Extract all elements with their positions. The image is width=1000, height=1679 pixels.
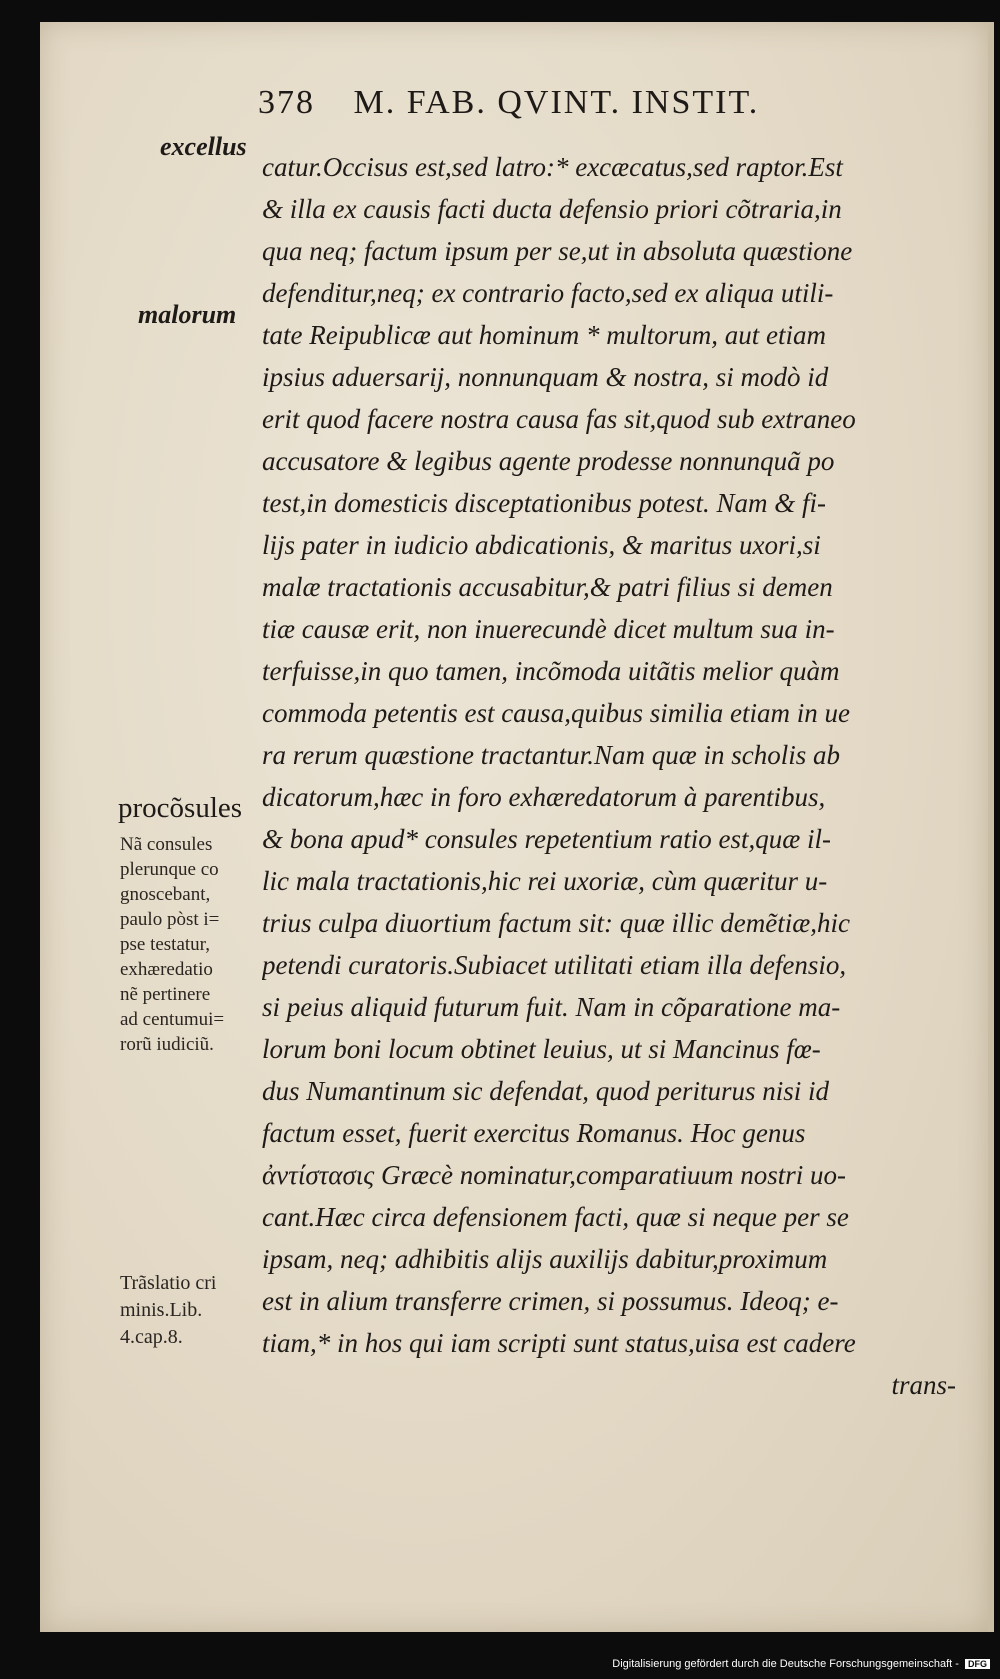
marginal-note-excellus: excellus xyxy=(160,132,247,161)
marginal-line: pse testatur, xyxy=(120,934,210,955)
text-line: cant.Hæc circa defensionem facti, quæ si neque per se xyxy=(262,1202,849,1232)
marginal-line: rorũ iudiciũ. xyxy=(120,1034,214,1055)
text-line: tate Reipublicæ aut hominum * multorum, aut etiam xyxy=(262,320,826,350)
text-line: qua neq; factum ipsum per se,ut in absoluta quæstione xyxy=(262,236,853,266)
text-line: terfuisse,in quo tamen, incõmoda uitãtis melior quàm xyxy=(262,656,840,686)
dfg-logo: DFG xyxy=(965,1659,990,1669)
text-line: trius culpa diuortium factum sit: quæ illic demẽtiæ,hic xyxy=(262,908,850,938)
text-line: tiæ causæ erit, non inuerecundè dicet multum sua in- xyxy=(262,614,835,644)
text-line: factum esset, fuerit exercitus Romanus. Hoc genus xyxy=(262,1118,806,1148)
text-line: ipsam, neq; adhibitis alijs auxilijs dabitur,proximum xyxy=(262,1244,828,1274)
text-line: erit quod facere nostra causa fas sit,quod sub extraneo xyxy=(262,404,856,434)
marginal-line: minis.Lib. xyxy=(120,1299,203,1321)
marginal-line: Trãslatio cri xyxy=(120,1272,217,1294)
marginal-line: 4.cap.8. xyxy=(120,1326,183,1348)
text-line: lic mala tractationis,hic rei uxoriæ, cùm quæritur u- xyxy=(262,866,828,896)
text-line: tiam,* in hos qui iam scripti sunt status,uisa est cadere xyxy=(262,1328,856,1358)
marginal-note-proconsules: procõsules xyxy=(118,792,243,824)
text-line: lijs pater in iudicio abdicationis, & maritus uxori,si xyxy=(262,530,821,560)
text-line: dus Numantinum sic defendat, quod periturus nisi id xyxy=(262,1076,829,1106)
digitization-credit xyxy=(612,1658,990,1670)
marginal-note-translatio xyxy=(120,1270,216,1351)
marginal-note-malorum: malorum xyxy=(138,300,237,329)
catchword: trans- xyxy=(891,1370,956,1400)
marginal-line: paulo pòst i= xyxy=(120,909,220,930)
page-number: 378 xyxy=(258,84,315,121)
text-line: est in alium transferre crimen, si possumus. Ideoq; e- xyxy=(262,1286,839,1316)
marginal-line: plerunque co xyxy=(120,859,219,880)
text-line: petendi curatoris.Subiacet utilitati etiam illa defensio, xyxy=(262,950,847,980)
page-header xyxy=(258,84,878,122)
marginal-note-consules xyxy=(120,832,224,1057)
text-line: malæ tractationis accusabitur,& patri filius si demen xyxy=(262,572,833,602)
credit-text: Digitalisierung gefördert durch die Deutsche Forschungsgemeinschaft - xyxy=(612,1658,959,1670)
text-line: accusatore & legibus agente prodesse nonnunquã po xyxy=(262,446,835,476)
text-line: ipsius aduersarij, nonnunquam & nostra, si modò id xyxy=(262,362,829,392)
text-line: lorum boni locum obtinet leuius, ut si Mancinus fœ- xyxy=(262,1034,821,1064)
marginal-line: Nã consules xyxy=(120,834,213,855)
marginal-line: nẽ pertinere xyxy=(120,984,211,1005)
text-line: dicatorum,hæc in foro exhæredatorum à parentibus, xyxy=(262,782,826,812)
text-line: test,in domesticis disceptationibus potest. Nam & fi- xyxy=(262,488,826,518)
text-line: & illa ex causis facti ducta defensio priori cõtraria,in xyxy=(262,194,842,224)
text-line: ra rerum quæstione tractantur.Nam quæ in scholis ab xyxy=(262,740,841,770)
text-line: & bona apud* consules repetentium ratio est,quæ il- xyxy=(262,824,831,854)
body-text xyxy=(262,146,962,1406)
text-line: defenditur,neq; ex contrario facto,sed ex aliqua utili- xyxy=(262,278,834,308)
text-line: catur.Occisus est,sed latro:* excæcatus,sed raptor.Est xyxy=(262,152,843,182)
text-line: commoda petentis est causa,quibus similia etiam in ue xyxy=(262,698,850,728)
running-title: M. FAB. QVINT. INSTIT. xyxy=(353,84,760,121)
marginal-line: gnoscebant, xyxy=(120,884,211,905)
text-line: si peius aliquid futurum fuit. Nam in cõparatione ma- xyxy=(262,992,841,1022)
marginal-line: exhæredatio xyxy=(120,959,213,980)
text-line: ἀντίστασις Græcè nominatur,comparatiuum nostri uo- xyxy=(262,1160,846,1190)
marginal-line: ad centumui= xyxy=(120,1009,225,1030)
